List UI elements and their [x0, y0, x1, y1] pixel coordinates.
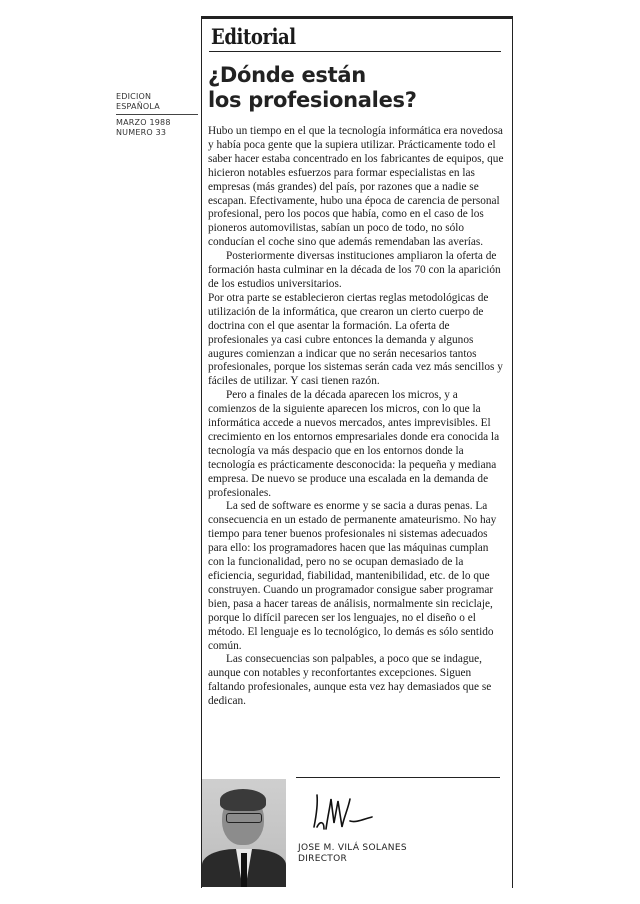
- editorial-body: [208, 125, 504, 709]
- edition-line-1: EDICION: [116, 92, 152, 101]
- headline-line-1: ¿Dónde están: [208, 63, 366, 87]
- author-signature-block: [298, 843, 498, 865]
- photo-tie: [241, 853, 247, 887]
- issue-info-divider: [116, 114, 198, 115]
- issue-date: MARZO 1988: [116, 118, 171, 127]
- issue-info: [116, 92, 196, 138]
- issue-number: NUMERO 33: [116, 128, 167, 137]
- handwritten-signature: [304, 787, 384, 837]
- headline-line-2: los profesionales?: [208, 88, 417, 112]
- paragraph-2: Posteriormente diversas instituciones ampliaron la oferta de formación hasta culminar en la década de los 70 con la aparición de los estudios universitarios.: [208, 250, 501, 290]
- headline: [208, 63, 508, 113]
- paragraph-3: Por otra parte se establecieron ciertas reglas metodológicas de utilización de la informática, que crearon un cierto cuerpo de doctrina con el que asentar la formación. La oferta de profesionales ya casi cubre entonces la demanda y algunos augures comienzan a indicar que no serán necesarios tantos profesionales, porque los sistemas serán cada vez más sencillos y fáciles de utilizar. Y casi tienen razón.: [208, 291, 503, 388]
- edition-line-2: ESPAÑOLA: [116, 102, 160, 111]
- paragraph-6: Las consecuencias son palpables, a poco que se indague, aunque con notables y reconfortantes excepciones. Siguen faltando profesionales, aunque esta vez hay demasiados que se dedican.: [208, 653, 492, 708]
- section-title: Editorial: [211, 24, 296, 49]
- photo-glasses: [226, 813, 262, 823]
- author-photo: [202, 779, 286, 887]
- photo-hair: [220, 789, 266, 811]
- signature-rule: [296, 777, 500, 778]
- author-role: DIRECTOR: [298, 854, 348, 864]
- author-name: JOSE M. VILÁ SOLANES: [298, 843, 407, 853]
- paragraph-1: Hubo un tiempo en el que la tecnología informática era novedosa y había poca gente que la supiera utilizar. Prácticamente todo el saber hacer estaba concentrado en los fabricantes de equipos, que hicieron notables esfuerzos para formar especialistas en las empresas (más grandes) del país, por razones que a nadie se escapan. Efectivamente, hubo una época de carencia de personal profesional, pero los pocos que había, como en el caso de los pioneros automovilistas, sabían un poco de todo, no sólo conducían el coche sino que además remendaban las averías.: [208, 125, 504, 249]
- paragraph-5: La sed de software es enorme y se sacia a duras penas. La consecuencia en un estado de permanente amateurismo. No hay tiempo para tener buenos profesionales ni sistemas adecuados para ello: los programadores hacen que las máquinas cumplan con la funcionalidad, pero no se ocupan demasiado de la eficiencia, seguridad, fiabilidad, mantenibilidad, etc. de lo que construyen. Cuando un programador consigue saber programar bien, pasa a hacer tareas de análisis, normalmente sin reciclaje, porque lo difícil parecen ser los lenguajes, no el diseño o el método. El lenguaje es lo tecnológico, lo demás es sólo sentido común.: [208, 500, 497, 652]
- paragraph-4: Pero a finales de la década aparecen los micros, y a comienzos de la siguiente aparecen los micros, con lo que la informática accede a nuevos mercados, antes imprevisibles. El crecimiento en los entornos empresariales donde era conocida la tecnología va más despacio que en los entornos donde la tecnología es prácticamente desconocida: la pequeña y mediana empresa. De nuevo se produce una escalada en la demanda de profesionales.: [208, 389, 500, 499]
- section-title-rule: [209, 51, 501, 52]
